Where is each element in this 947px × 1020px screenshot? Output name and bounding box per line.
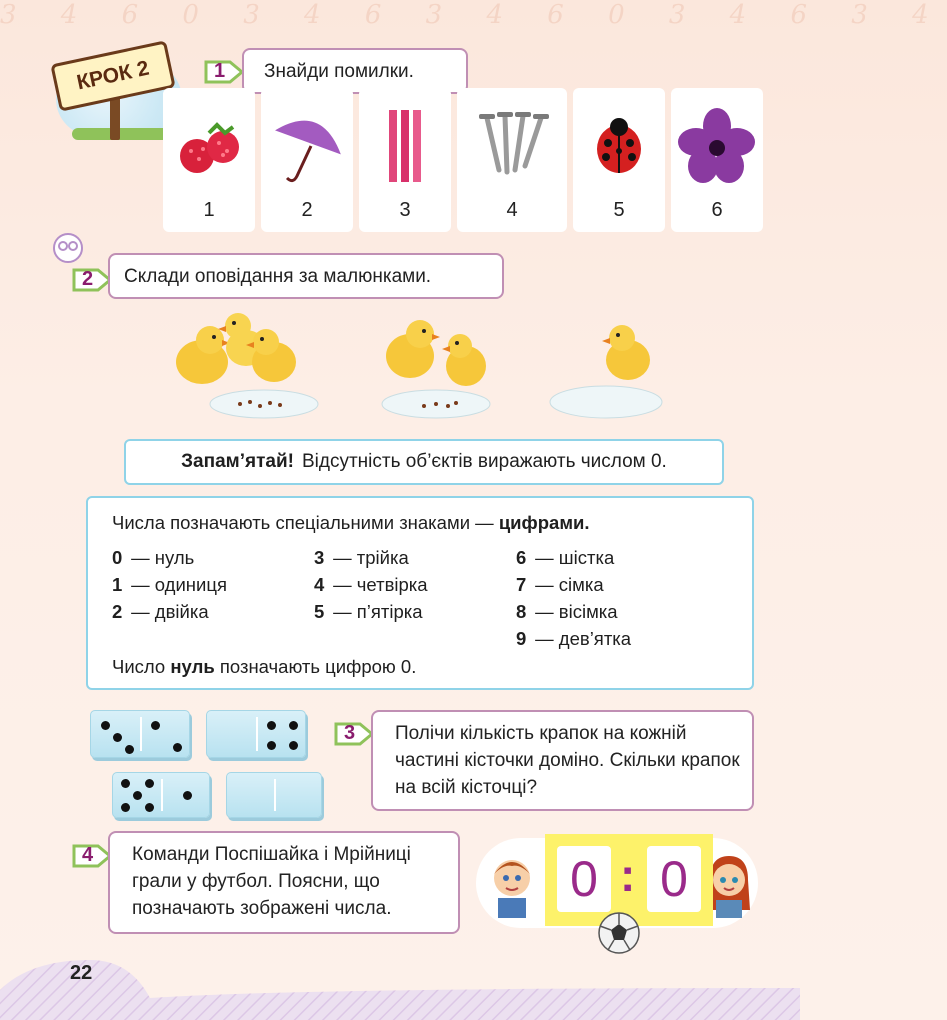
task-2-number xyxy=(72,264,112,296)
boy-face-icon xyxy=(486,850,538,920)
digit-row xyxy=(112,571,227,598)
umbrella-icon xyxy=(267,106,347,186)
digit-row xyxy=(314,571,428,598)
digits-column-2 xyxy=(314,544,428,625)
digit-row xyxy=(314,544,428,571)
step-sign: КРОК 2 xyxy=(50,40,175,111)
task-4-number xyxy=(72,840,112,872)
outro-text-end: позначають цифрою 0. xyxy=(214,656,417,677)
background-digits-pattern: 3 4 6 0 3 4 6 3 4 6 0 3 4 6 3 4 xyxy=(0,0,947,30)
ladybug-icon xyxy=(584,111,654,181)
card-number: 6 xyxy=(711,199,723,221)
soccer-ball-icon xyxy=(596,910,642,956)
card-raspberry xyxy=(163,88,255,232)
digit-row xyxy=(112,544,227,571)
flower-icon xyxy=(679,108,755,184)
page-number: 22 xyxy=(70,962,93,984)
intro-text: Числа позначають спеціальними знаками — xyxy=(112,512,499,533)
card-number: 2 xyxy=(301,199,313,221)
pencils-icon xyxy=(375,104,435,188)
digit-name: — четвірка xyxy=(333,574,428,595)
outro-text: Число xyxy=(112,656,171,677)
task-1-number xyxy=(204,56,244,88)
digits-column-3 xyxy=(516,544,631,652)
remember-text: Відсутність об’єктів виражають числом 0. xyxy=(301,451,667,472)
digit-row xyxy=(314,598,428,625)
digit: 4 xyxy=(314,574,325,595)
card-umbrella xyxy=(261,88,353,232)
chick-one-illustration xyxy=(548,316,664,422)
intro-bold: цифрами. xyxy=(498,512,590,533)
card-number: 5 xyxy=(613,199,625,221)
card-number: 4 xyxy=(506,199,518,221)
domino-tile xyxy=(206,710,306,758)
digit-name: — нуль xyxy=(131,547,195,568)
task-3-number xyxy=(334,718,374,750)
digit: 7 xyxy=(516,574,527,595)
digit-name: — вісімка xyxy=(535,601,618,622)
nails-icon xyxy=(467,106,557,186)
card-nails xyxy=(457,88,567,232)
remember-box xyxy=(124,439,724,485)
digit: 0 xyxy=(112,547,123,568)
digit-row xyxy=(112,598,227,625)
digits-column-1 xyxy=(112,544,227,625)
digit-name: — трійка xyxy=(333,547,409,568)
digit-row xyxy=(516,544,631,571)
task-number-label: 3 xyxy=(344,722,356,744)
digit: 9 xyxy=(516,628,527,649)
picture-cards xyxy=(163,88,763,232)
card-number: 3 xyxy=(399,199,411,221)
task-4-text: Команди Поспішайка і Мрійниці грали у футбол. Поясни, що позначають зображені числа. xyxy=(132,844,411,919)
outro-bold: нуль xyxy=(170,656,215,677)
score-separator: : xyxy=(620,849,636,901)
digit: 8 xyxy=(516,601,527,622)
digit-name: — дев’ятка xyxy=(535,628,632,649)
digit: 1 xyxy=(112,574,123,595)
digit-name: — двійка xyxy=(131,601,209,622)
chicks-three-illustration xyxy=(170,308,330,424)
digit-row xyxy=(516,625,631,652)
digit-name: — шістка xyxy=(535,547,615,568)
digits-intro xyxy=(112,512,590,534)
card-pencils xyxy=(359,88,451,232)
score-left: 0 xyxy=(557,846,611,912)
raspberry-icon xyxy=(169,111,249,181)
score-right: 0 xyxy=(647,846,701,912)
task-number-label: 4 xyxy=(82,844,94,866)
domino-tile xyxy=(90,710,190,758)
card-flower xyxy=(671,88,763,232)
task-number-label: 2 xyxy=(82,268,94,290)
digits-info-box xyxy=(86,496,754,690)
domino-tile xyxy=(226,772,322,818)
remember-label: Запам’ятай! xyxy=(181,451,294,472)
digit-name: — сімка xyxy=(535,574,604,595)
digit: 5 xyxy=(314,601,325,622)
task-number-label: 1 xyxy=(214,60,226,82)
digit-row xyxy=(516,598,631,625)
task-4-bubble xyxy=(108,831,460,934)
digit: 2 xyxy=(112,601,123,622)
task-1-text: Знайди помилки. xyxy=(264,61,414,82)
footer-wave xyxy=(0,960,800,1020)
task-2-text: Склади оповідання за малюнками. xyxy=(124,266,432,287)
discussion-icon xyxy=(50,232,86,264)
chicks-two-illustration xyxy=(380,312,500,424)
digit: 3 xyxy=(314,547,325,568)
digit-row xyxy=(516,571,631,598)
digit: 6 xyxy=(516,547,527,568)
card-number: 1 xyxy=(203,199,215,221)
domino-tile xyxy=(112,772,210,818)
card-ladybug xyxy=(573,88,665,232)
task-3-bubble xyxy=(371,710,754,811)
task-3-text: Полічи кількість крапок на кожній частині кісточки доміно. Скільки крапок на всій кісточці? xyxy=(395,723,740,798)
digit-name: — п’ятірка xyxy=(333,601,423,622)
digit-name: — одиниця xyxy=(131,574,227,595)
digits-outro xyxy=(112,656,416,678)
task-2-bubble xyxy=(108,253,504,299)
